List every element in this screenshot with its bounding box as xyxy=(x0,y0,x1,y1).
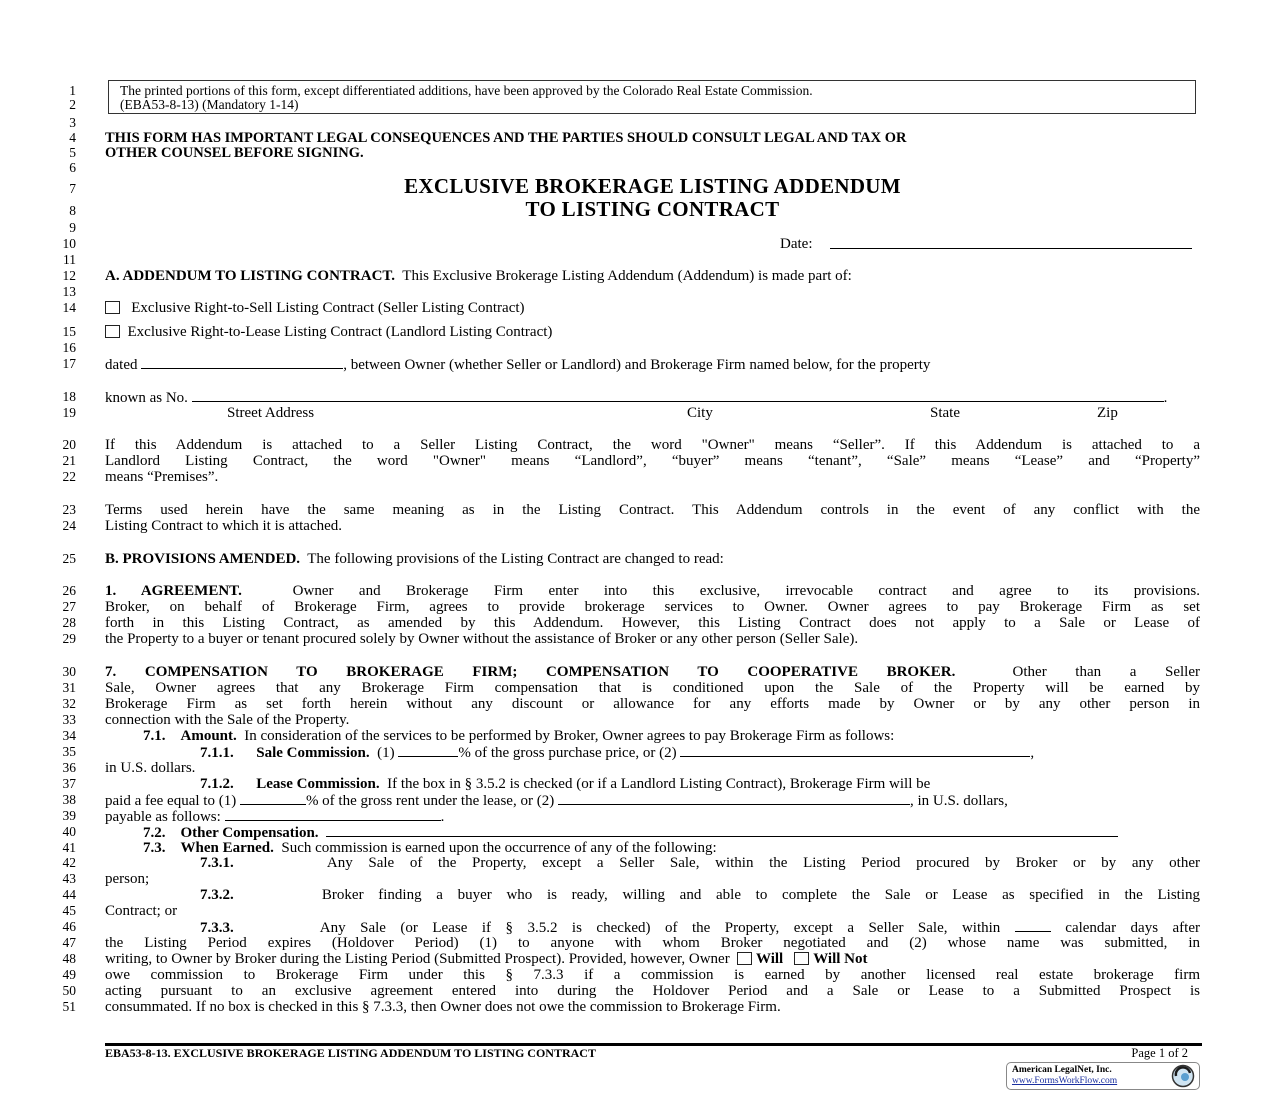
agreement-heading: 1. AGREEMENT. xyxy=(105,583,242,599)
lease-commission-line2-part3: , in U.S. dollars, xyxy=(909,793,1008,809)
line-number: 11 xyxy=(63,252,76,267)
line-number: 39 xyxy=(62,808,76,823)
state-label: State xyxy=(930,405,960,421)
item-733-line5: acting pursuant to an exclusive agreement entered into during the Holdover Period and a Sale or Lease to a Submitted Prospect is xyxy=(105,983,1200,999)
line-number: 10 xyxy=(62,236,76,251)
line-number: 47 xyxy=(62,935,76,950)
line-number: 43 xyxy=(62,871,76,886)
line-number: 15 xyxy=(62,324,76,339)
line-number: 45 xyxy=(62,903,76,918)
globe-logo-icon xyxy=(1170,1064,1196,1088)
seller-listing-label: Exclusive Right-to-Sell Listing Contract (Seller Listing Contract) xyxy=(131,300,525,316)
lease-commission-num: 7.1.2. xyxy=(200,776,234,792)
amount-heading: Amount. xyxy=(180,728,237,744)
line-number: 38 xyxy=(62,792,76,807)
line-number: 31 xyxy=(62,680,76,695)
line-number: 20 xyxy=(62,437,76,452)
agreement-line3: forth in this Listing Contract, as amended by this Addendum. However, this Listing Contract does not apply to a Sale or Lease of xyxy=(105,615,1200,631)
amount-num: 7.1. xyxy=(143,728,166,744)
sale-commission-comma: , xyxy=(1030,745,1035,761)
dated-label: dated xyxy=(105,357,138,373)
will-checkbox[interactable] xyxy=(737,952,752,965)
section-b-heading: B. PROVISIONS AMENDED. xyxy=(105,551,301,567)
landlord-listing-checkbox[interactable] xyxy=(105,325,120,338)
dated-field[interactable] xyxy=(141,356,343,369)
other-compensation-field[interactable] xyxy=(326,824,1118,837)
property-address-field[interactable] xyxy=(192,389,1164,402)
item-733-line3: writing, to Owner by Broker during the Listing Period (Submitted Prospect). Provided, however, Owner xyxy=(105,951,730,967)
compensation-heading: 7. COMPENSATION TO BROKERAGE FIRM; COMPENSATION TO COOPERATIVE BROKER. xyxy=(105,664,956,680)
sale-commission-part2: % of the gross purchase price, or (2) xyxy=(458,745,677,761)
badge-link[interactable]: www.FormsWorkFlow.com xyxy=(1012,1076,1118,1086)
line-number: 19 xyxy=(62,405,76,420)
when-earned-text: Such commission is earned upon the occurrence of any of the following: xyxy=(281,840,717,856)
option-seller-listing[interactable] xyxy=(105,300,1200,316)
footer-form-title: EBA53-8-13. EXCLUSIVE BROKERAGE LISTING ADDENDUM TO LISTING CONTRACT xyxy=(105,1046,596,1060)
will-not-checkbox[interactable] xyxy=(794,952,809,965)
line-number: 2 xyxy=(69,97,76,112)
item-733-num: 7.3.3. xyxy=(200,920,234,936)
item-731-line2: person; xyxy=(105,871,150,887)
lease-commission-percent-field[interactable] xyxy=(240,792,306,805)
line-number: 4 xyxy=(69,130,76,145)
line-number: 17 xyxy=(62,356,76,371)
line-number: 41 xyxy=(62,840,76,855)
dated-suffix: , between Owner (whether Seller or Landlord) and Brokerage Firm named below, for the property xyxy=(343,357,931,373)
line-number: 7 xyxy=(69,181,76,196)
date-field[interactable] xyxy=(830,236,1192,249)
sale-commission-amount-field[interactable] xyxy=(680,744,1030,757)
payable-field[interactable] xyxy=(225,808,441,821)
city-label: City xyxy=(687,405,713,421)
item-733-line4: owe commission to Brokerage Firm under this § 7.3.3 if a commission is earned by another licensed real estate brokerage firm xyxy=(105,967,1200,983)
lease-commission-line2-part1: paid a fee equal to (1) xyxy=(105,793,237,809)
lease-commission-text: If the box in § 3.5.2 is checked (or if a Landlord Listing Contract), Brokerage Firm will be xyxy=(387,776,931,792)
line-number: 6 xyxy=(69,160,76,175)
lease-commission-line2-part2: % of the gross rent under the lease, or (2) xyxy=(305,793,555,809)
will-label: Will xyxy=(755,951,784,967)
item-731-num: 7.3.1. xyxy=(200,855,234,871)
legal-warning-line2: OTHER COUNSEL BEFORE SIGNING. xyxy=(105,145,364,161)
line-number: 28 xyxy=(62,615,76,630)
line-number: 33 xyxy=(62,712,76,727)
amount-text: In consideration of the services to be performed by Broker, Owner agrees to pay Brokerage Firm as follows: xyxy=(244,728,895,744)
known-as-label: known as No. xyxy=(105,390,188,406)
item-733-line1a: Any Sale (or Lease if § 3.5.2 is checked) of the Property, except a Seller Sale, within xyxy=(319,920,1001,936)
definitions-line1: If this Addendum is attached to a Seller Listing Contract, the word "Owner" means “Seller”. If this Addendum is attached to a xyxy=(105,437,1200,453)
option-landlord-listing[interactable] xyxy=(105,324,1200,340)
line-number: 22 xyxy=(62,469,76,484)
line-number: 8 xyxy=(69,203,76,218)
line-number: 46 xyxy=(62,919,76,934)
line-number: 37 xyxy=(62,776,76,791)
agreement-line4: the Property to a buyer or tenant procured solely by Owner without the assistance of Broker or any other person (Seller Sale). xyxy=(105,631,859,647)
section-a-text: This Exclusive Brokerage Listing Addendum (Addendum) is made part of: xyxy=(402,268,852,284)
line-number: 24 xyxy=(62,518,76,533)
line-number: 32 xyxy=(62,696,76,711)
line-number: 14 xyxy=(62,300,76,315)
terms-line1: Terms used herein have the same meaning as in the Listing Contract. This Addendum controls in the event of any conflict with the xyxy=(105,502,1200,518)
line-number: 42 xyxy=(62,855,76,870)
line-number: 3 xyxy=(69,115,76,130)
definitions-line2: Landlord Listing Contract, the word "Owner" means “Landlord”, “buyer” means “tenant”, “Sale” means “Lease” and “Property” xyxy=(105,453,1200,469)
compensation-line2: Sale, Owner agrees that any Brokerage Firm compensation that is conditioned upon the Sale of the Property will be earned by xyxy=(105,680,1200,696)
lease-commission-heading: Lease Commission. xyxy=(256,776,380,792)
line-number: 13 xyxy=(62,284,76,299)
other-comp-num: 7.2. xyxy=(143,825,166,841)
approval-notice-line1: The printed portions of this form, except differentiated additions, have been approved by the Colorado Real Estate Commission. xyxy=(120,83,813,98)
item-731-line1: Any Sale of the Property, except a Seller Sale, within the Listing Period procured by Broker or by any other xyxy=(326,855,1200,871)
terms-line2: Listing Contract to which it is attached. xyxy=(105,518,343,534)
line-number: 18 xyxy=(62,389,76,404)
line-number: 36 xyxy=(62,760,76,775)
line-number: 49 xyxy=(62,967,76,982)
sale-commission-heading: Sale Commission. xyxy=(256,745,370,761)
holdover-days-field[interactable] xyxy=(1015,919,1051,932)
item-733-line6: consummated. If no box is checked in this § 7.3.3, then Owner does not owe the commission to Brokerage Firm. xyxy=(105,999,781,1015)
line-number: 30 xyxy=(62,664,76,679)
line-number: 27 xyxy=(62,599,76,614)
item-733-line2: the Listing Period expires (Holdover Period) (1) to anyone with whom Broker negotiated and (2) whose name was submitted, in xyxy=(105,935,1200,951)
document-title-line1: EXCLUSIVE BROKERAGE LISTING ADDENDUM xyxy=(404,174,901,198)
seller-listing-checkbox[interactable] xyxy=(105,301,120,314)
legal-warning-line1: THIS FORM HAS IMPORTANT LEGAL CONSEQUENCES AND THE PARTIES SHOULD CONSULT LEGAL AND TAX OR xyxy=(105,130,907,146)
line-number: 40 xyxy=(62,824,76,839)
agreement-line1: Owner and Brokerage Firm enter into this exclusive, irrevocable contract and agree to its provisions. xyxy=(292,583,1201,599)
line-number: 50 xyxy=(62,983,76,998)
payable-label: payable as follows: xyxy=(105,809,221,825)
line-number: 44 xyxy=(62,887,76,902)
line-number: 16 xyxy=(62,340,76,355)
line-number: 1 xyxy=(69,83,76,98)
definitions-line3: means “Premises”. xyxy=(105,469,219,485)
compensation-line1: Other than a Seller xyxy=(1012,664,1200,680)
zip-label: Zip xyxy=(1097,405,1118,421)
line-number: 9 xyxy=(69,220,76,235)
item-732-line1: Broker finding a buyer who is ready, willing and able to complete the Sale or Lease as specified in the Listing xyxy=(321,887,1200,903)
line-number: 5 xyxy=(69,145,76,160)
approval-notice-line2: (EBA53-8-13) (Mandatory 1-14) xyxy=(120,97,299,112)
other-comp-heading: Other Compensation. xyxy=(180,825,319,841)
will-not-label: Will Not xyxy=(813,951,868,967)
line-number: 35 xyxy=(62,744,76,759)
line-number: 34 xyxy=(62,728,76,743)
landlord-listing-label: Exclusive Right-to-Lease Listing Contract (Landlord Listing Contract) xyxy=(127,324,553,340)
lease-commission-amount-field[interactable] xyxy=(558,792,910,805)
line-number: 12 xyxy=(62,268,76,283)
section-b-text: The following provisions of the Listing Contract are changed to read: xyxy=(307,551,724,567)
when-earned-num: 7.3. xyxy=(143,840,166,856)
badge-company: American LegalNet, Inc. xyxy=(1012,1065,1112,1075)
line-number: 25 xyxy=(62,551,76,566)
sale-commission-part1: (1) xyxy=(377,745,395,761)
sale-commission-num: 7.1.1. xyxy=(200,745,234,761)
line-number: 21 xyxy=(62,453,76,468)
line-number: 26 xyxy=(62,583,76,598)
document-title-line2: TO LISTING CONTRACT xyxy=(525,197,780,221)
street-address-label: Street Address xyxy=(227,405,315,421)
item-733-line1b: calendar days after xyxy=(1065,920,1200,936)
sale-commission-percent-field[interactable] xyxy=(398,744,458,757)
sale-commission-cont: in U.S. dollars. xyxy=(105,760,196,776)
line-number: 51 xyxy=(62,999,76,1014)
agreement-line2: Broker, on behalf of Brokerage Firm, agrees to provide brokerage services to Owner. Owner agrees to pay Brokerage Firm as set xyxy=(105,599,1200,615)
item-732-num: 7.3.2. xyxy=(200,887,234,903)
compensation-line4: connection with the Sale of the Property. xyxy=(105,712,350,728)
section-a-heading: A. ADDENDUM TO LISTING CONTRACT. xyxy=(105,268,396,284)
line-number: 23 xyxy=(62,502,76,517)
legalnet-badge[interactable] xyxy=(1006,1062,1200,1090)
date-label: Date: xyxy=(780,236,813,252)
line-number: 29 xyxy=(62,631,76,646)
line-number: 48 xyxy=(62,951,76,966)
item-732-line2: Contract; or xyxy=(105,903,178,919)
when-earned-heading: When Earned. xyxy=(180,840,274,856)
page-indicator: Page 1 of 2 xyxy=(1131,1046,1188,1060)
compensation-line3: Brokerage Firm as set forth herein without any discount or allowance for any efforts made by Owner or by any other person in xyxy=(105,696,1200,712)
